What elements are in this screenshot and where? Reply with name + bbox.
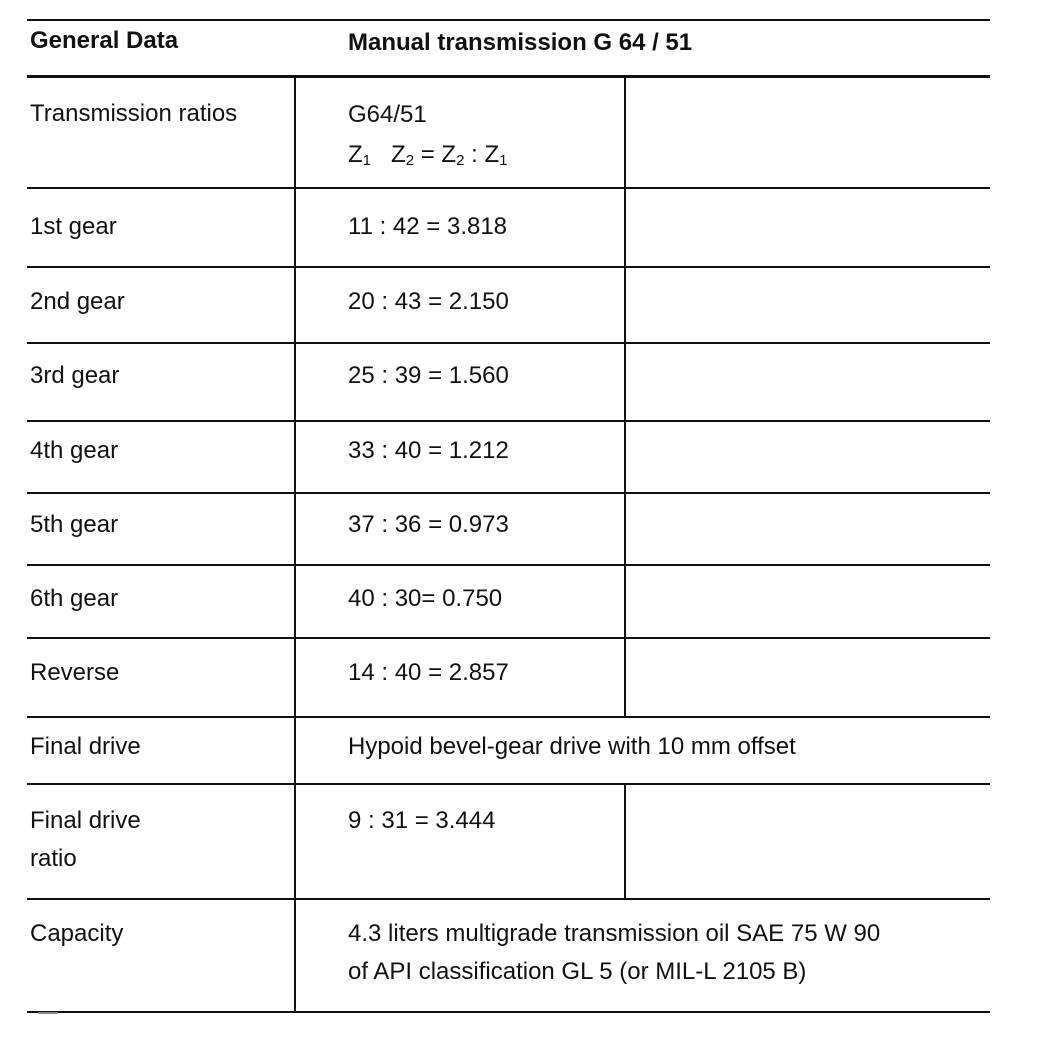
- label-4th-gear: 4th gear: [30, 437, 119, 464]
- value-final-drive: Hypoid bevel-gear drive with 10 mm offset: [348, 733, 796, 760]
- row-divider: [27, 266, 990, 268]
- table-top-rule: [27, 19, 990, 21]
- value-4th-gear: 33 : 40 = 1.212: [348, 437, 509, 464]
- formula-subscript: 1: [499, 152, 508, 169]
- formula-symbol: Z: [348, 141, 363, 168]
- value-6th-gear: 40 : 30= 0.750: [348, 585, 503, 612]
- header-bottom-rule: [27, 75, 990, 78]
- formula-operator: :: [471, 141, 478, 168]
- header-general-data: General Data: [30, 27, 179, 54]
- label-6th-gear: 6th gear: [30, 585, 119, 612]
- formula-operator: =: [420, 141, 435, 168]
- label-reverse: Reverse: [30, 659, 120, 686]
- formula-subscript: 1: [362, 152, 372, 169]
- row-divider: [27, 716, 990, 718]
- value-5th-gear: 37 : 36 = 0.973: [348, 511, 509, 538]
- value-3rd-gear: 25 : 39 = 1.560: [348, 362, 509, 389]
- value-column-divider: [624, 784, 626, 899]
- row-divider: [27, 187, 990, 189]
- value-column-divider: [624, 76, 626, 717]
- label-final-drive-ratio-line1: Final drive: [30, 807, 141, 834]
- label-3rd-gear: 3rd gear: [30, 362, 120, 389]
- row-divider: [27, 420, 990, 422]
- label-transmission-ratios: Transmission ratios: [30, 100, 238, 127]
- label-column-divider: [294, 76, 296, 1012]
- formula-symbol: Z: [441, 141, 457, 168]
- formula-symbol: Z: [484, 141, 500, 168]
- row-divider: [27, 342, 990, 344]
- table-bottom-rule: [27, 1011, 990, 1013]
- value-capacity-line1: 4.3 liters multigrade transmission oil SAE 75 W 90: [348, 920, 881, 947]
- label-1st-gear: 1st gear: [30, 213, 117, 240]
- label-2nd-gear: 2nd gear: [30, 288, 125, 315]
- value-2nd-gear: 20 : 43 = 2.150: [348, 288, 509, 315]
- row-divider: [27, 783, 990, 785]
- value-reverse: 14 : 40 = 2.857: [348, 659, 509, 686]
- label-capacity: Capacity: [30, 920, 124, 947]
- row-divider: [27, 492, 990, 494]
- label-5th-gear: 5th gear: [30, 511, 119, 538]
- value-capacity-line2: of API classification GL 5 (or MIL-L 2105 B): [348, 958, 807, 985]
- formula-symbol: Z: [391, 141, 406, 168]
- value-1st-gear: 11 : 42 = 3.818: [348, 213, 508, 240]
- row-divider: [27, 564, 990, 566]
- label-final-drive-ratio-line2: ratio: [30, 845, 77, 872]
- transmission-model: G64/51: [348, 101, 427, 128]
- value-final-drive-ratio: 9 : 31 = 3.444: [348, 807, 496, 834]
- formula-subscript: 2: [456, 152, 465, 169]
- formula-subscript: 2: [405, 152, 415, 169]
- ratio-formula: [348, 136, 507, 174]
- row-divider: [27, 637, 990, 639]
- scan-mark: [38, 1012, 58, 1014]
- header-transmission-title: Manual transmission G 64 / 51: [348, 29, 693, 56]
- row-divider: [27, 898, 990, 900]
- label-final-drive: Final drive: [30, 733, 141, 760]
